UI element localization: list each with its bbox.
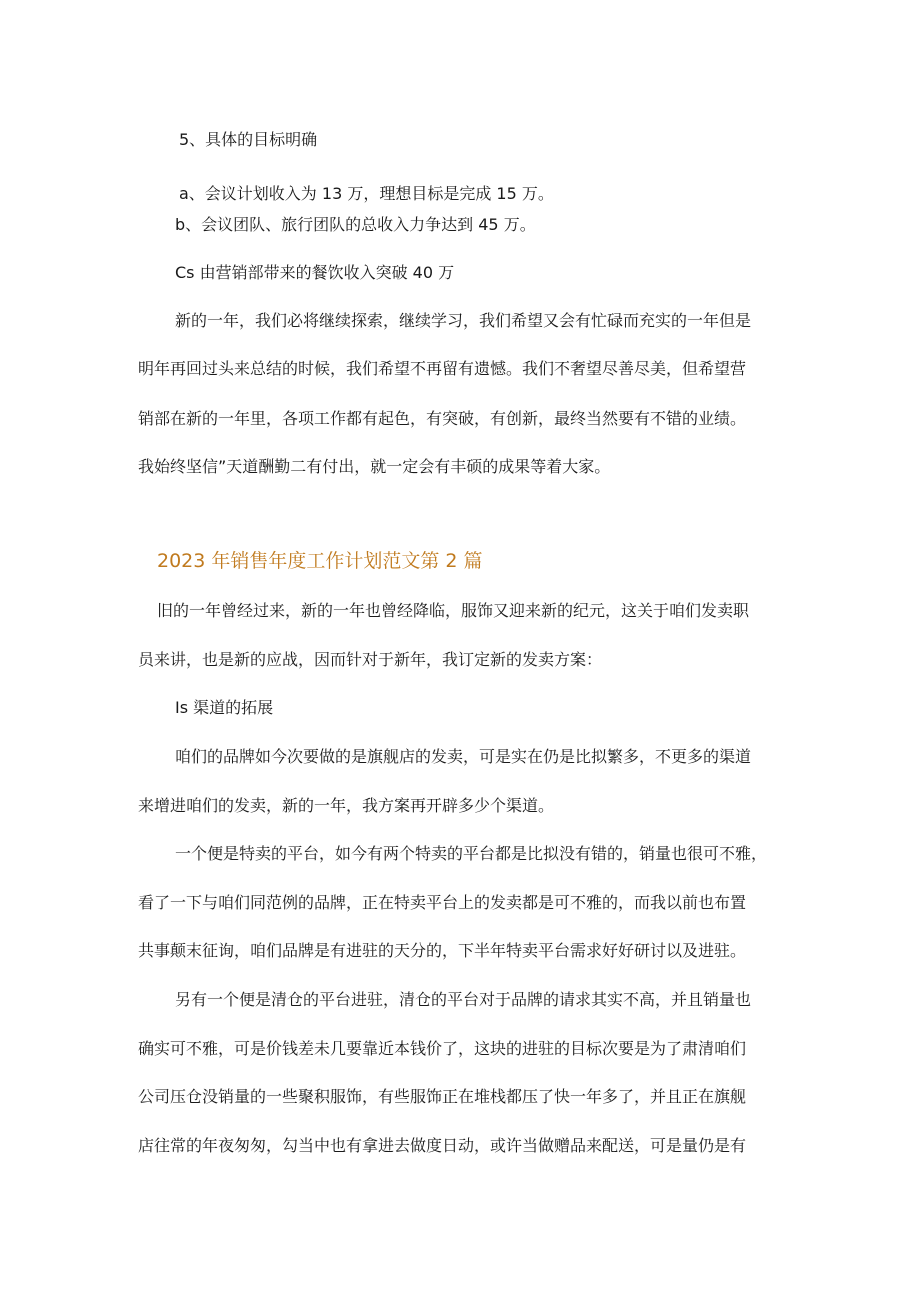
paragraph-line: 看了一下与咱们同范例的品牌，正在特卖平台上的发卖都是可不雅的，而我以前也布置 [138, 893, 747, 912]
intro-line: 旧的一年曾经过来，新的一年也曾经降临，服饰又迎来新的纪元，这关于咱们发卖职 [157, 601, 750, 620]
closing-paragraph-line: 明年再回过头来总结的时候，我们希望不再留有遗憾。我们不奢望尽善尽美，但希望营 [138, 359, 747, 378]
goal-heading: 5、具体的目标明确 [179, 130, 318, 149]
paragraph-line: 确实可不雅，可是价钱差未几要靠近本钱价了，这块的进驻的目标次要是为了肃清咱们 [138, 1039, 747, 1058]
paragraph-line: 咱们的品牌如今次要做的是旗舰店的发卖，可是实在仍是比拟繁多，不更多的渠道 [175, 747, 752, 766]
closing-paragraph-line: 销部在新的一年里，各项工作都有起色，有突破，有创新，最终当然要有不错的业绩。 [138, 409, 747, 428]
paragraph-line: 共事颠末征询，咱们品牌是有进驻的天分的，下半年特卖平台需求好好研讨以及进驻。 [138, 941, 747, 960]
closing-paragraph-line: 我始终坚信”天道酬勤二有付出，就一定会有丰硕的成果等着大家。 [138, 457, 611, 476]
goal-item-c: Cs 由营销部带来的餐饮收入突破 40 万 [175, 263, 455, 282]
section-title: 2023 年销售年度工作计划范文第 2 篇 [157, 550, 483, 572]
paragraph-line: 来增进咱们的发卖，新的一年，我方案再开辟多少个渠道。 [138, 796, 555, 815]
paragraph-line: 店往常的年夜匆匆，勾当中也有拿进去做度日动，或许当做赠品来配送，可是量仍是有 [138, 1136, 747, 1155]
goal-item-a: a、会议计划收入为 13 万，理想目标是完成 15 万。 [179, 184, 554, 203]
paragraph-line: 一个便是特卖的平台，如今有两个特卖的平台都是比拟没有错的，销量也很可不雅， [175, 844, 768, 863]
paragraph-line: 公司压仓没销量的一些聚积服饰，有些服饰正在堆栈都压了快一年多了，并且正在旗舰 [138, 1087, 747, 1106]
paragraph-line: 另有一个便是清仓的平台进驻，清仓的平台对于品牌的请求其实不高，并且销量也 [175, 990, 752, 1009]
closing-paragraph-line: 新的一年，我们必将继续探索，继续学习，我们希望又会有忙碌而充实的一年但是 [175, 311, 752, 330]
goal-item-b: b、会议团队、旅行团队的总收入力争达到 45 万。 [175, 215, 536, 234]
intro-line: 员来讲，也是新的应战，因而针对于新年，我订定新的发卖方案： [138, 650, 603, 669]
subheading-channels: Is 渠道的拓展 [175, 698, 274, 717]
